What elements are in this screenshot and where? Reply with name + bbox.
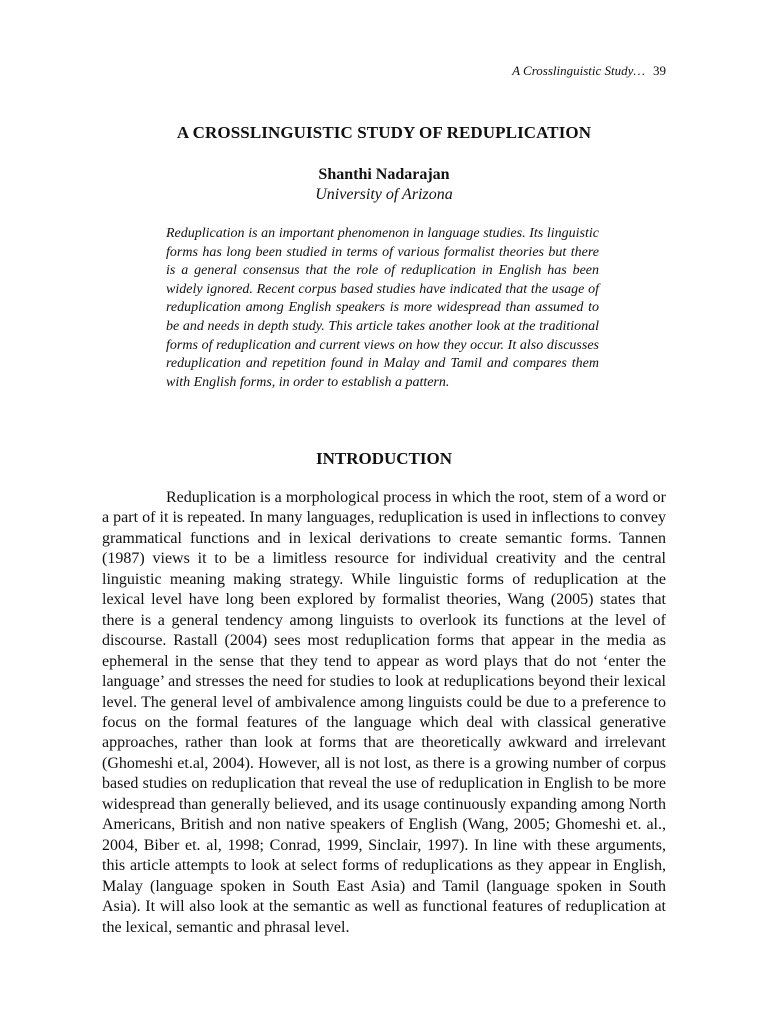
author-name: Shanthi Nadarajan bbox=[318, 166, 450, 183]
article-title: A CROSSLINGUISTIC STUDY OF REDUPLICATION bbox=[176, 123, 592, 142]
abstract: Reduplication is an important phenomenon in language studies. Its linguistic forms has long been studied in terms of various formalist theories but there is a general consensus that the role of reduplication in English has been widely ignored. Recent corpus based studies have indicated that the usage of reduplication among English speakers is more widespread than assumed to be and needs in depth study. This article takes another look at the traditional forms of reduplication and current views on how they occur. It also discusses reduplication and repetition found in Malay and Tamil and compares them with English forms, in order to establish a pattern. bbox=[166, 226, 599, 390]
section-heading-introduction: INTRODUCTION bbox=[315, 449, 453, 468]
page-number: 39 bbox=[653, 63, 666, 78]
running-title: A Crosslinguistic Study… bbox=[512, 63, 645, 78]
running-header bbox=[512, 63, 666, 79]
introduction-paragraph: Reduplication is a morphological process in which the root, stem of a word or a part of it is repeated. In many languages, reduplication is used in inflections to convey grammatical functions and in lexical derivations to create semantic forms. Tannen (1987) views it to be a limitless resource for individual creativity and the central linguistic meaning making strategy. While linguistic forms of reduplication at the lexical level have long been explored by formalist theories, Wang (2005) states that there is a general tendency among linguists to overlook its functions at the level of discourse. Rastall (2004) sees most reduplication forms that appear in the media as ephemeral in the sense that they tend to appear as word plays that do not ‘enter the language’ and stresses the need for studies to look at reduplications beyond their lexical level. The general level of ambivalence among linguists could be due to a preference to focus on the formal features of the language which deal with classical generative approaches, rather than look at forms that are theoretically awkward and irrelevant (Ghomeshi et.al, 2004). However, all is not lost, as there is a growing number of corpus based studies on reduplication that reveal the use of reduplication in English to be more widespread than generally believed, and its usage continuously expanding among North Americans, British and non native speakers of English (Wang, 2005; Ghomeshi et. al., 2004, Biber et. al, 1998; Conrad, 1999, Sinclair, 1997). In line with these arguments, this article attempts to look at select forms of reduplications as they appear in English, Malay (language spoken in South East Asia) and Tamil (language spoken in South Asia). It will also look at the semantic as well as functional features of reduplication at the lexical, semantic and phrasal level. bbox=[102, 489, 666, 936]
author-affiliation: University of Arizona bbox=[315, 186, 453, 203]
